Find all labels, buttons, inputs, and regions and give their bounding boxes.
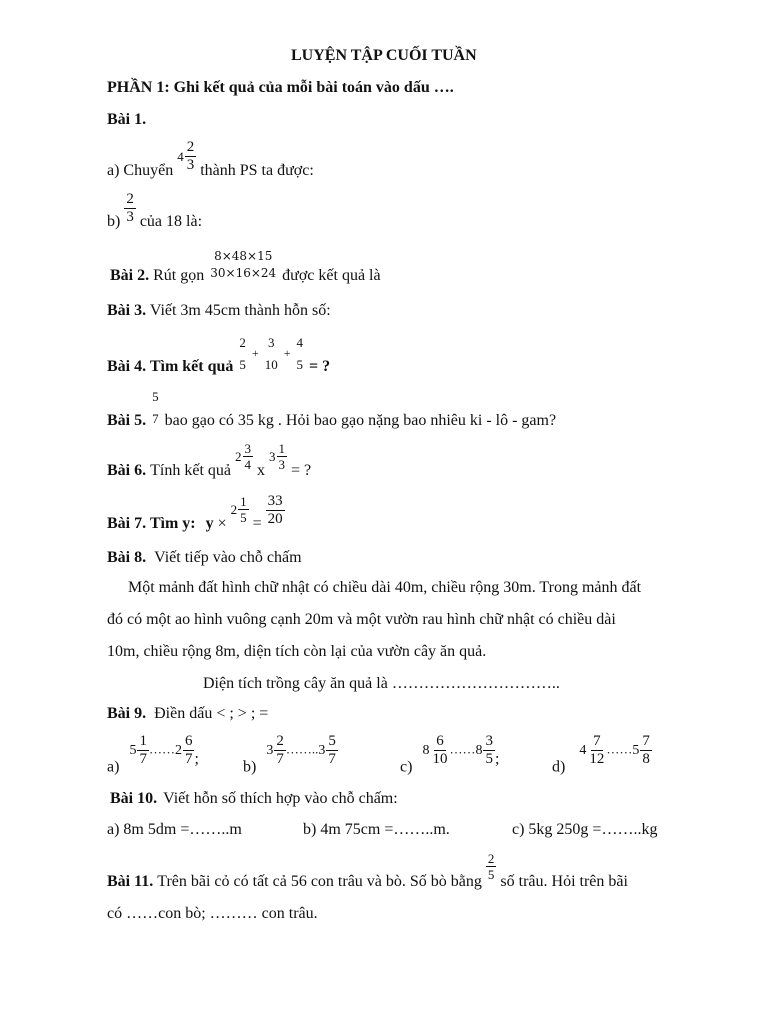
numerator: 1 [240,494,247,510]
mixed-number [579,734,606,767]
page-title: LUYỆN TẬP CUỐI TUẦN [291,47,477,64]
denominator: 3 [186,157,195,173]
numerator: 2 [276,733,284,749]
exercise-8-answer-line: Diện tích trồng cây ăn quả là ………………………….. [203,675,560,692]
fraction [483,734,495,767]
denominator: 20 [267,511,283,527]
item-label: d) [552,758,566,776]
exercise-10b: b) 4m 75cm =……..m. [303,821,450,838]
exercise-9 [107,706,268,722]
times-sign: x [257,462,265,479]
exercise-8-text: Viết tiếp vào chỗ chấm [154,549,302,566]
mixed-whole: 3 [269,449,276,464]
comparison-blank: …… [148,741,175,757]
fraction [277,442,288,471]
numerator: 1 [278,441,285,456]
numerator: 2 [239,335,246,350]
mixed-number [235,442,253,471]
exercise-3-text: Viết 3m 45cm thành hỗn số: [149,302,331,319]
mixed-number [422,734,449,767]
mixed-number [318,734,338,767]
mixed-whole: 2 [230,502,238,518]
fraction [294,336,305,371]
mixed-whole: 4 [177,149,184,164]
exercise-3 [107,303,331,319]
mixed-whole: 8 [475,742,483,758]
exercise-1-heading: Bài 1. [107,111,147,128]
fraction [124,192,136,225]
exercise-9d [552,734,652,776]
mixed-number [266,734,286,767]
denominator: 5 [296,357,303,372]
fraction [430,734,449,767]
exercise-6-heading: Bài 6. [107,462,147,479]
plus-sign: + [283,346,291,361]
numerator: 2 [487,851,495,866]
mixed-number [632,734,652,767]
fraction [326,734,338,767]
denominator: 5 [240,510,247,526]
exercise-9c [400,734,499,776]
fraction [208,250,278,279]
exercise-1b [107,192,202,230]
numerator: 3 [244,441,251,456]
mixed-number [475,734,495,767]
equals-sign: = [252,515,262,533]
exercise-5-heading: Bài 5. [107,412,147,430]
denominator: 3 [278,457,285,472]
fraction [238,495,249,524]
denominator: 5 [239,357,246,372]
exercise-11-text-2: số trâu. Hỏi trên bãi [500,873,628,891]
exercise-4-heading: Bài 4. Tìm kết quả [107,358,234,376]
exercise-10-heading: Bài 10. [110,790,158,807]
denominator: 7 [152,411,159,426]
numerator: 6 [184,733,193,749]
fraction [183,734,195,767]
denominator: 5 [487,867,495,882]
denominator: 5 [485,751,493,767]
exercise-8-paragraph-line-2: đó có một ao hình vuông cạnh 20m và một vườn rau hình chữ nhật có chiều dài [107,611,616,628]
numerator: 2 [126,191,134,207]
mixed-whole: 2 [235,449,242,464]
exercise-2 [110,250,381,284]
numerator: 8×48×15 [214,249,273,263]
exercise-11-text: Trên bãi cỏ có tất cả 56 con trâu và bò. Số bò bằng [157,873,482,891]
exercise-5 [107,390,556,429]
fraction [137,734,149,767]
exercise-11-answer-line: có ……con bò; ……… con trâu. [107,905,318,922]
numerator: 6 [436,733,444,749]
semicolon: ; [194,750,199,768]
exercise-1a [107,140,314,179]
fraction [640,734,652,767]
denominator: 3 [126,209,134,225]
exercise-10 [110,791,398,807]
comparison-blank: …….. [285,741,319,757]
exercise-10-text: Viết hỗn số thích hợp vào chỗ chấm: [163,790,398,807]
denominator: 8 [642,751,650,767]
mixed-number [129,734,149,767]
denominator: 10 [264,357,278,372]
mixed-whole: 5 [129,742,137,758]
variable-y: y [205,515,214,533]
numerator: 1 [139,733,147,749]
exercise-2-suffix: được kết quả là [282,267,381,285]
times-sign: × [217,515,227,533]
semicolon: ; [494,750,500,768]
exercise-4-tail: = ? [308,358,331,376]
plus-sign: + [251,346,259,361]
comparison-blank: …… [449,741,476,757]
numerator: 7 [593,733,601,749]
numerator: 5 [328,733,336,749]
numerator: 2 [186,139,195,155]
exercise-8-paragraph-line-3: 10m, chiều rộng 8m, diện tích còn lại của vườn cây ăn quả. [107,643,487,660]
exercise-5-text: bao gạo có 35 kg . Hỏi bao gạo nặng bao nhiêu ki - lô - gam? [164,412,557,430]
fraction [150,390,161,425]
mixed-whole: 2 [174,742,182,758]
exercise-6-tail: = ? [291,462,312,479]
numerator: 3 [485,733,493,749]
denominator: 30×16×24 [210,266,277,280]
exercise-11-heading: Bài 11. [107,873,154,891]
exercise-1a-suffix: thành PS ta được: [200,162,314,179]
fraction [274,734,286,767]
exercise-10c: c) 5kg 250g =……..kg [512,821,658,838]
mixed-number [269,442,287,471]
exercise-1b-prefix: b) [107,213,121,231]
fraction [263,336,280,371]
exercise-6 [107,442,311,479]
exercise-6-text: Tính kết quả [150,462,231,479]
numerator: 4 [296,335,303,350]
exercise-1b-suffix: của 18 là: [139,213,203,231]
denominator: 7 [276,751,284,767]
mixed-whole: 3 [266,742,274,758]
mixed-number [177,140,196,173]
numerator: 33 [267,493,283,509]
mixed-whole: 3 [318,742,326,758]
denominator: 7 [184,751,193,767]
item-label: a) [107,758,120,776]
exercise-7 [107,494,285,532]
numerator: 5 [152,389,159,404]
exercise-4 [107,336,330,375]
item-label: b) [243,758,257,776]
denominator: 4 [244,457,251,472]
mixed-whole: 4 [579,742,587,758]
exercise-7-heading: Bài 7. Tìm y: [107,515,196,533]
denominator: 7 [139,751,147,767]
fraction [486,852,497,881]
fraction [185,140,197,173]
exercise-9-text: Điền dấu < ; > ; = [154,705,269,722]
denominator: 10 [432,751,448,767]
fraction [587,734,606,767]
exercise-10a: a) 8m 5dm =……..m [107,821,242,838]
exercise-1a-prefix: a) Chuyển [107,162,174,179]
fraction [237,336,248,371]
exercise-3-heading: Bài 3. [107,302,147,319]
exercise-11 [107,852,628,890]
mixed-whole: 8 [422,742,430,758]
comparison-blank: …… [606,741,633,757]
exercise-8-heading: Bài 8. [107,549,147,566]
numerator: 3 [267,335,275,350]
item-label: c) [400,758,413,776]
denominator: 7 [328,751,336,767]
fraction [266,494,285,527]
exercise-9b [243,734,338,776]
exercise-8-paragraph-line-1: Một mảnh đất hình chữ nhật có chiều dài 40m, chiều rộng 30m. Trong mảnh đất [128,579,642,596]
exercise-8 [107,550,302,566]
denominator: 12 [589,751,605,767]
exercise-2-heading: Bài 2. [110,267,150,285]
mixed-whole: 5 [632,742,640,758]
mixed-number [231,495,249,524]
exercise-9-heading: Bài 9. [107,705,147,722]
exercise-9a [107,734,199,776]
part-1-heading: PHẦN 1: Ghi kết quả của mỗi bài toán vào dấu …. [107,79,454,96]
numerator: 7 [642,733,650,749]
mixed-number [175,734,195,767]
fraction [243,442,254,471]
exercise-2-text: Rút gọn [153,267,205,285]
